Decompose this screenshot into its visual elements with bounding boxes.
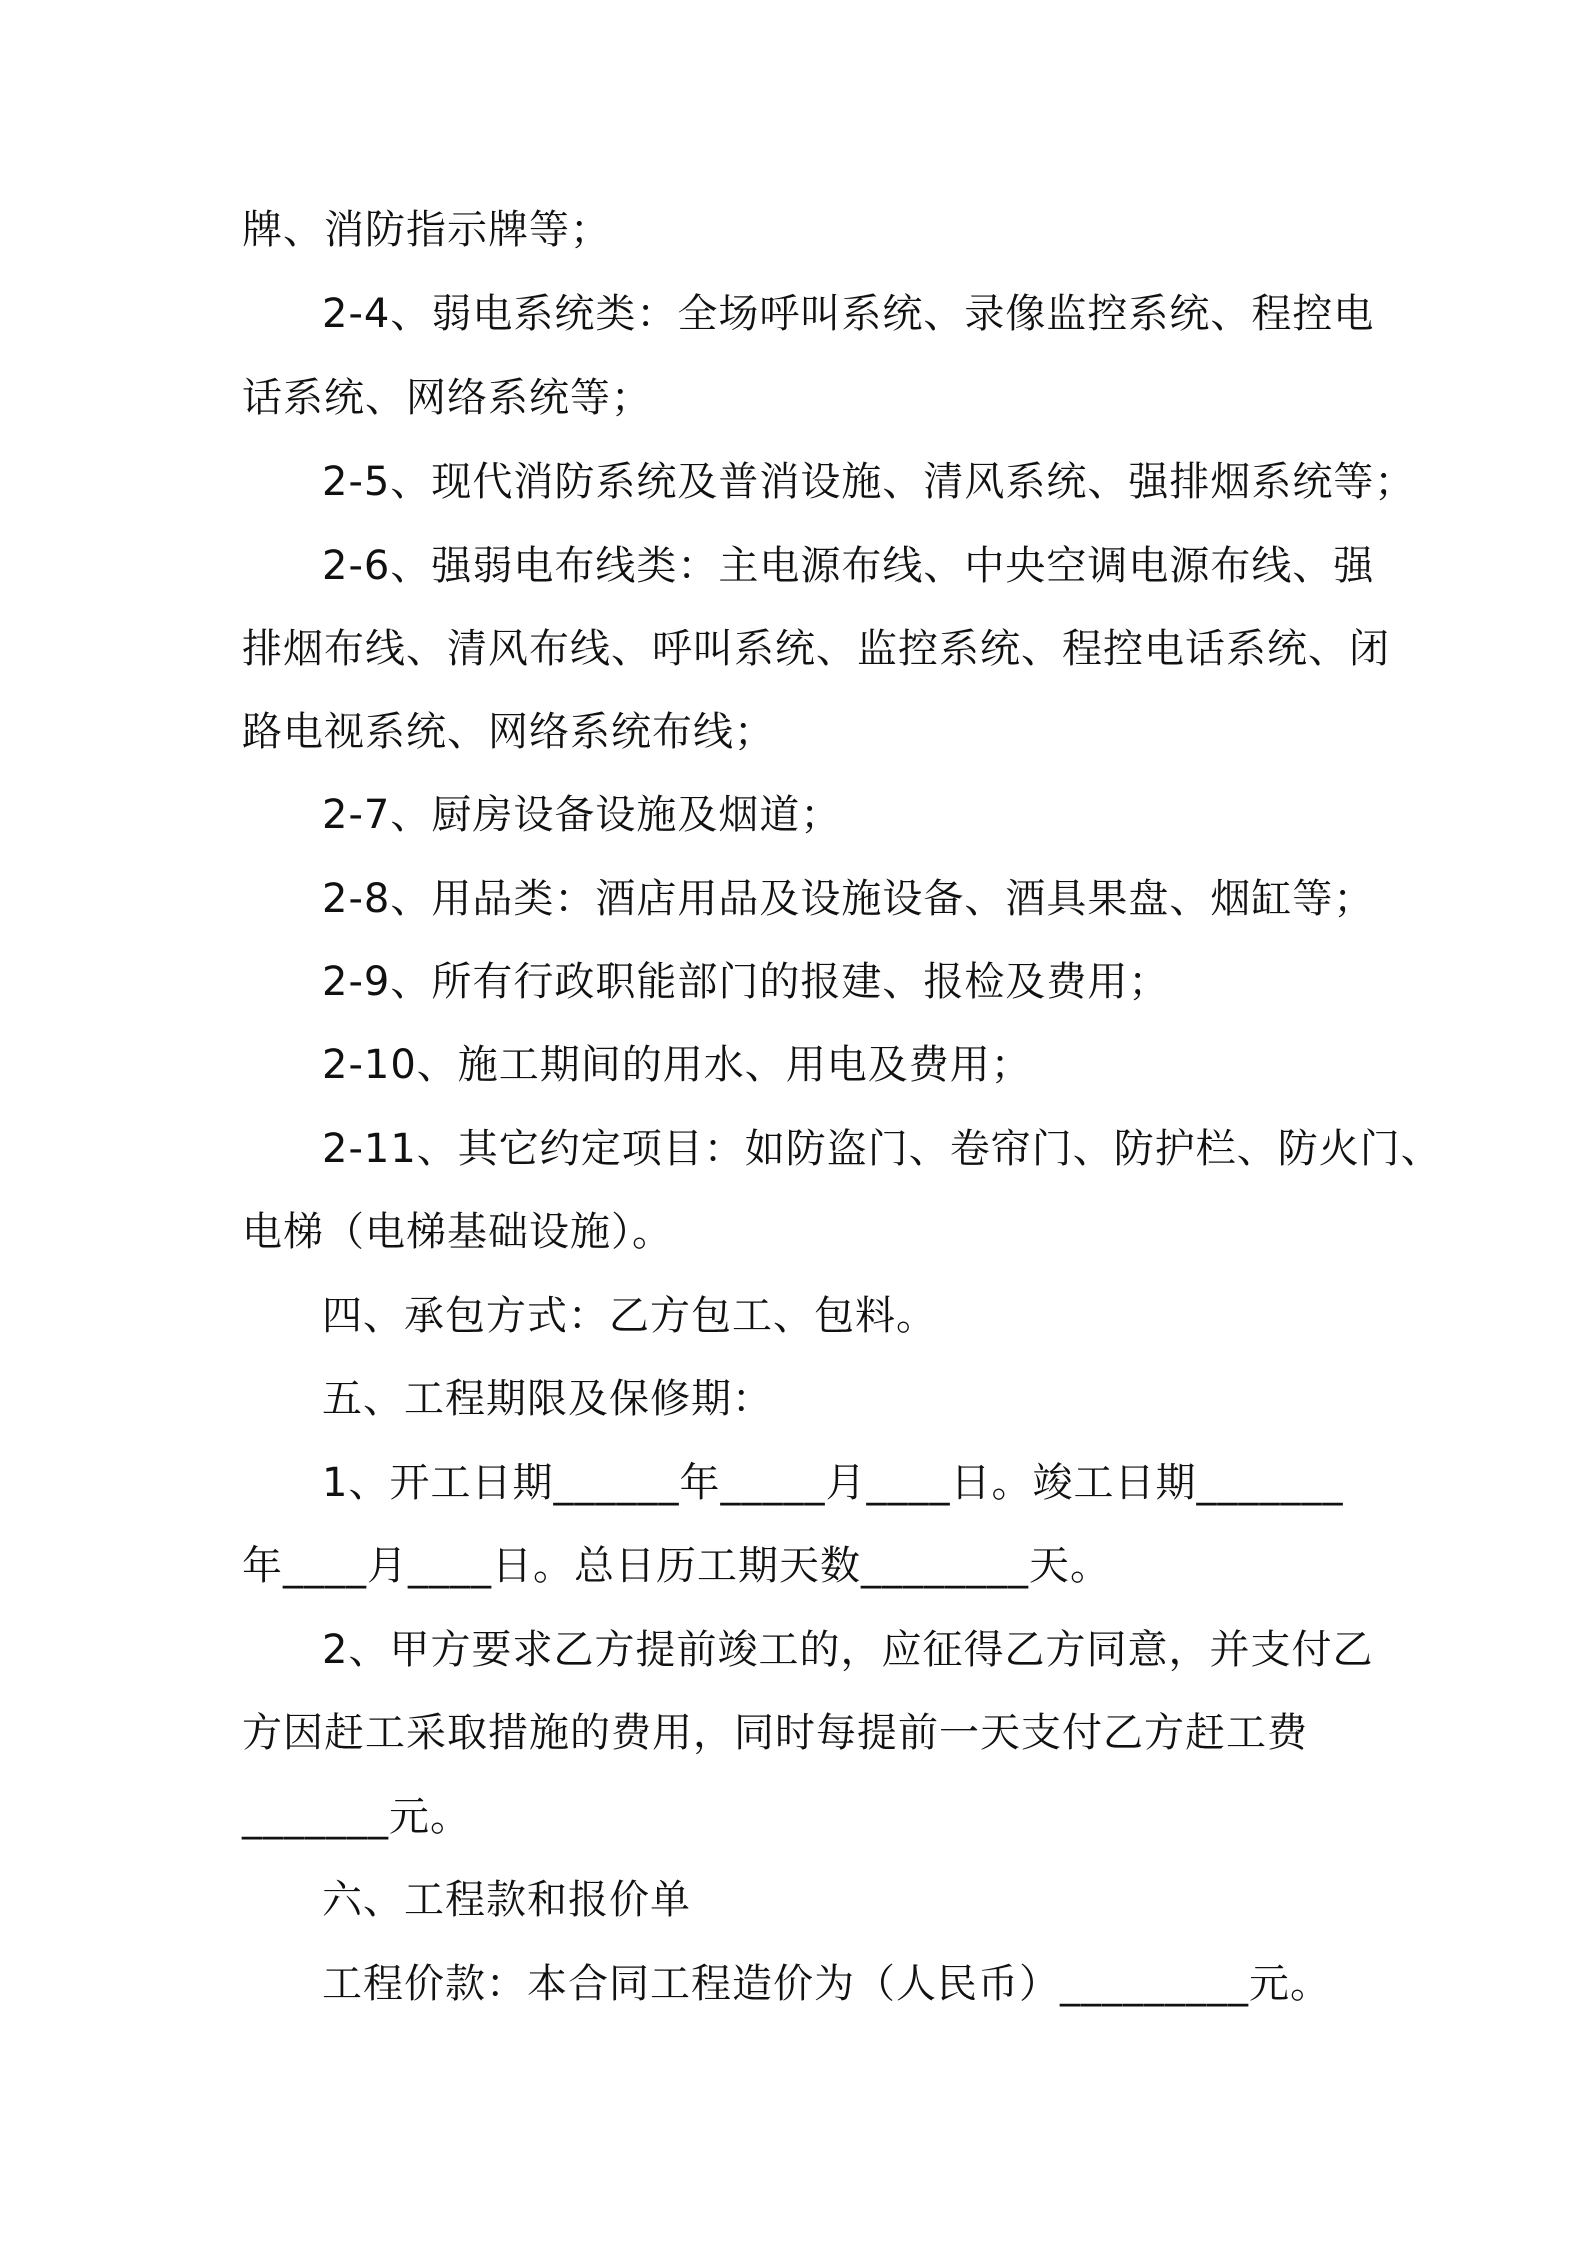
text-line: 六、工程款和报价单: [322, 1877, 691, 1923]
text-line: 话系统、网络系统等；: [242, 375, 652, 421]
text-line: 年____月____日。总日历工期天数________天。: [242, 1543, 1111, 1589]
text-line: 1、开工日期______年_____月____日。竣工日期_______: [322, 1460, 1344, 1506]
text-line: 排烟布线、清风布线、呼叫系统、监控系统、程控电话系统、闭: [242, 626, 1390, 672]
text-line: 方因赶工采取措施的费用，同时每提前一天支付乙方赶工费: [242, 1710, 1308, 1756]
text-line: 工程价款：本合同工程造价为（人民币）_________元。: [322, 1961, 1331, 2007]
text-line: 2-9、所有行政职能部门的报建、报检及费用；: [322, 959, 1170, 1005]
text-line: 2-7、厨房设备设施及烟道；: [322, 792, 842, 838]
text-line: _______元。: [242, 1794, 471, 1840]
text-line: 2-8、用品类：酒店用品及设施设备、酒具果盘、烟缸等；: [322, 876, 1375, 922]
text-line: 2-10、施工期间的用水、用电及费用；: [322, 1042, 1032, 1088]
text-line: 牌、消防指示牌等；: [242, 207, 611, 253]
text-line: 2-6、强弱电布线类：主电源布线、中央空调电源布线、强: [322, 543, 1375, 589]
text-line: 电梯（电梯基础设施）。: [242, 1209, 673, 1255]
text-line: 2-4、弱电系统类：全场呼叫系统、录像监控系统、程控电: [322, 291, 1375, 337]
text-line: 五、工程期限及保修期：: [322, 1376, 773, 1422]
text-line: 四、承包方式：乙方包工、包料。: [322, 1293, 937, 1339]
text-line: 2-5、现代消防系统及普消设施、清风系统、强排烟系统等；: [322, 459, 1416, 505]
text-line: 2-11、其它约定项目：如防盗门、卷帘门、防护栏、防火门、: [322, 1126, 1442, 1172]
text-line: 路电视系统、网络系统布线；: [242, 709, 775, 755]
text-line: 2、甲方要求乙方提前竣工的，应征得乙方同意，并支付乙: [322, 1627, 1374, 1673]
